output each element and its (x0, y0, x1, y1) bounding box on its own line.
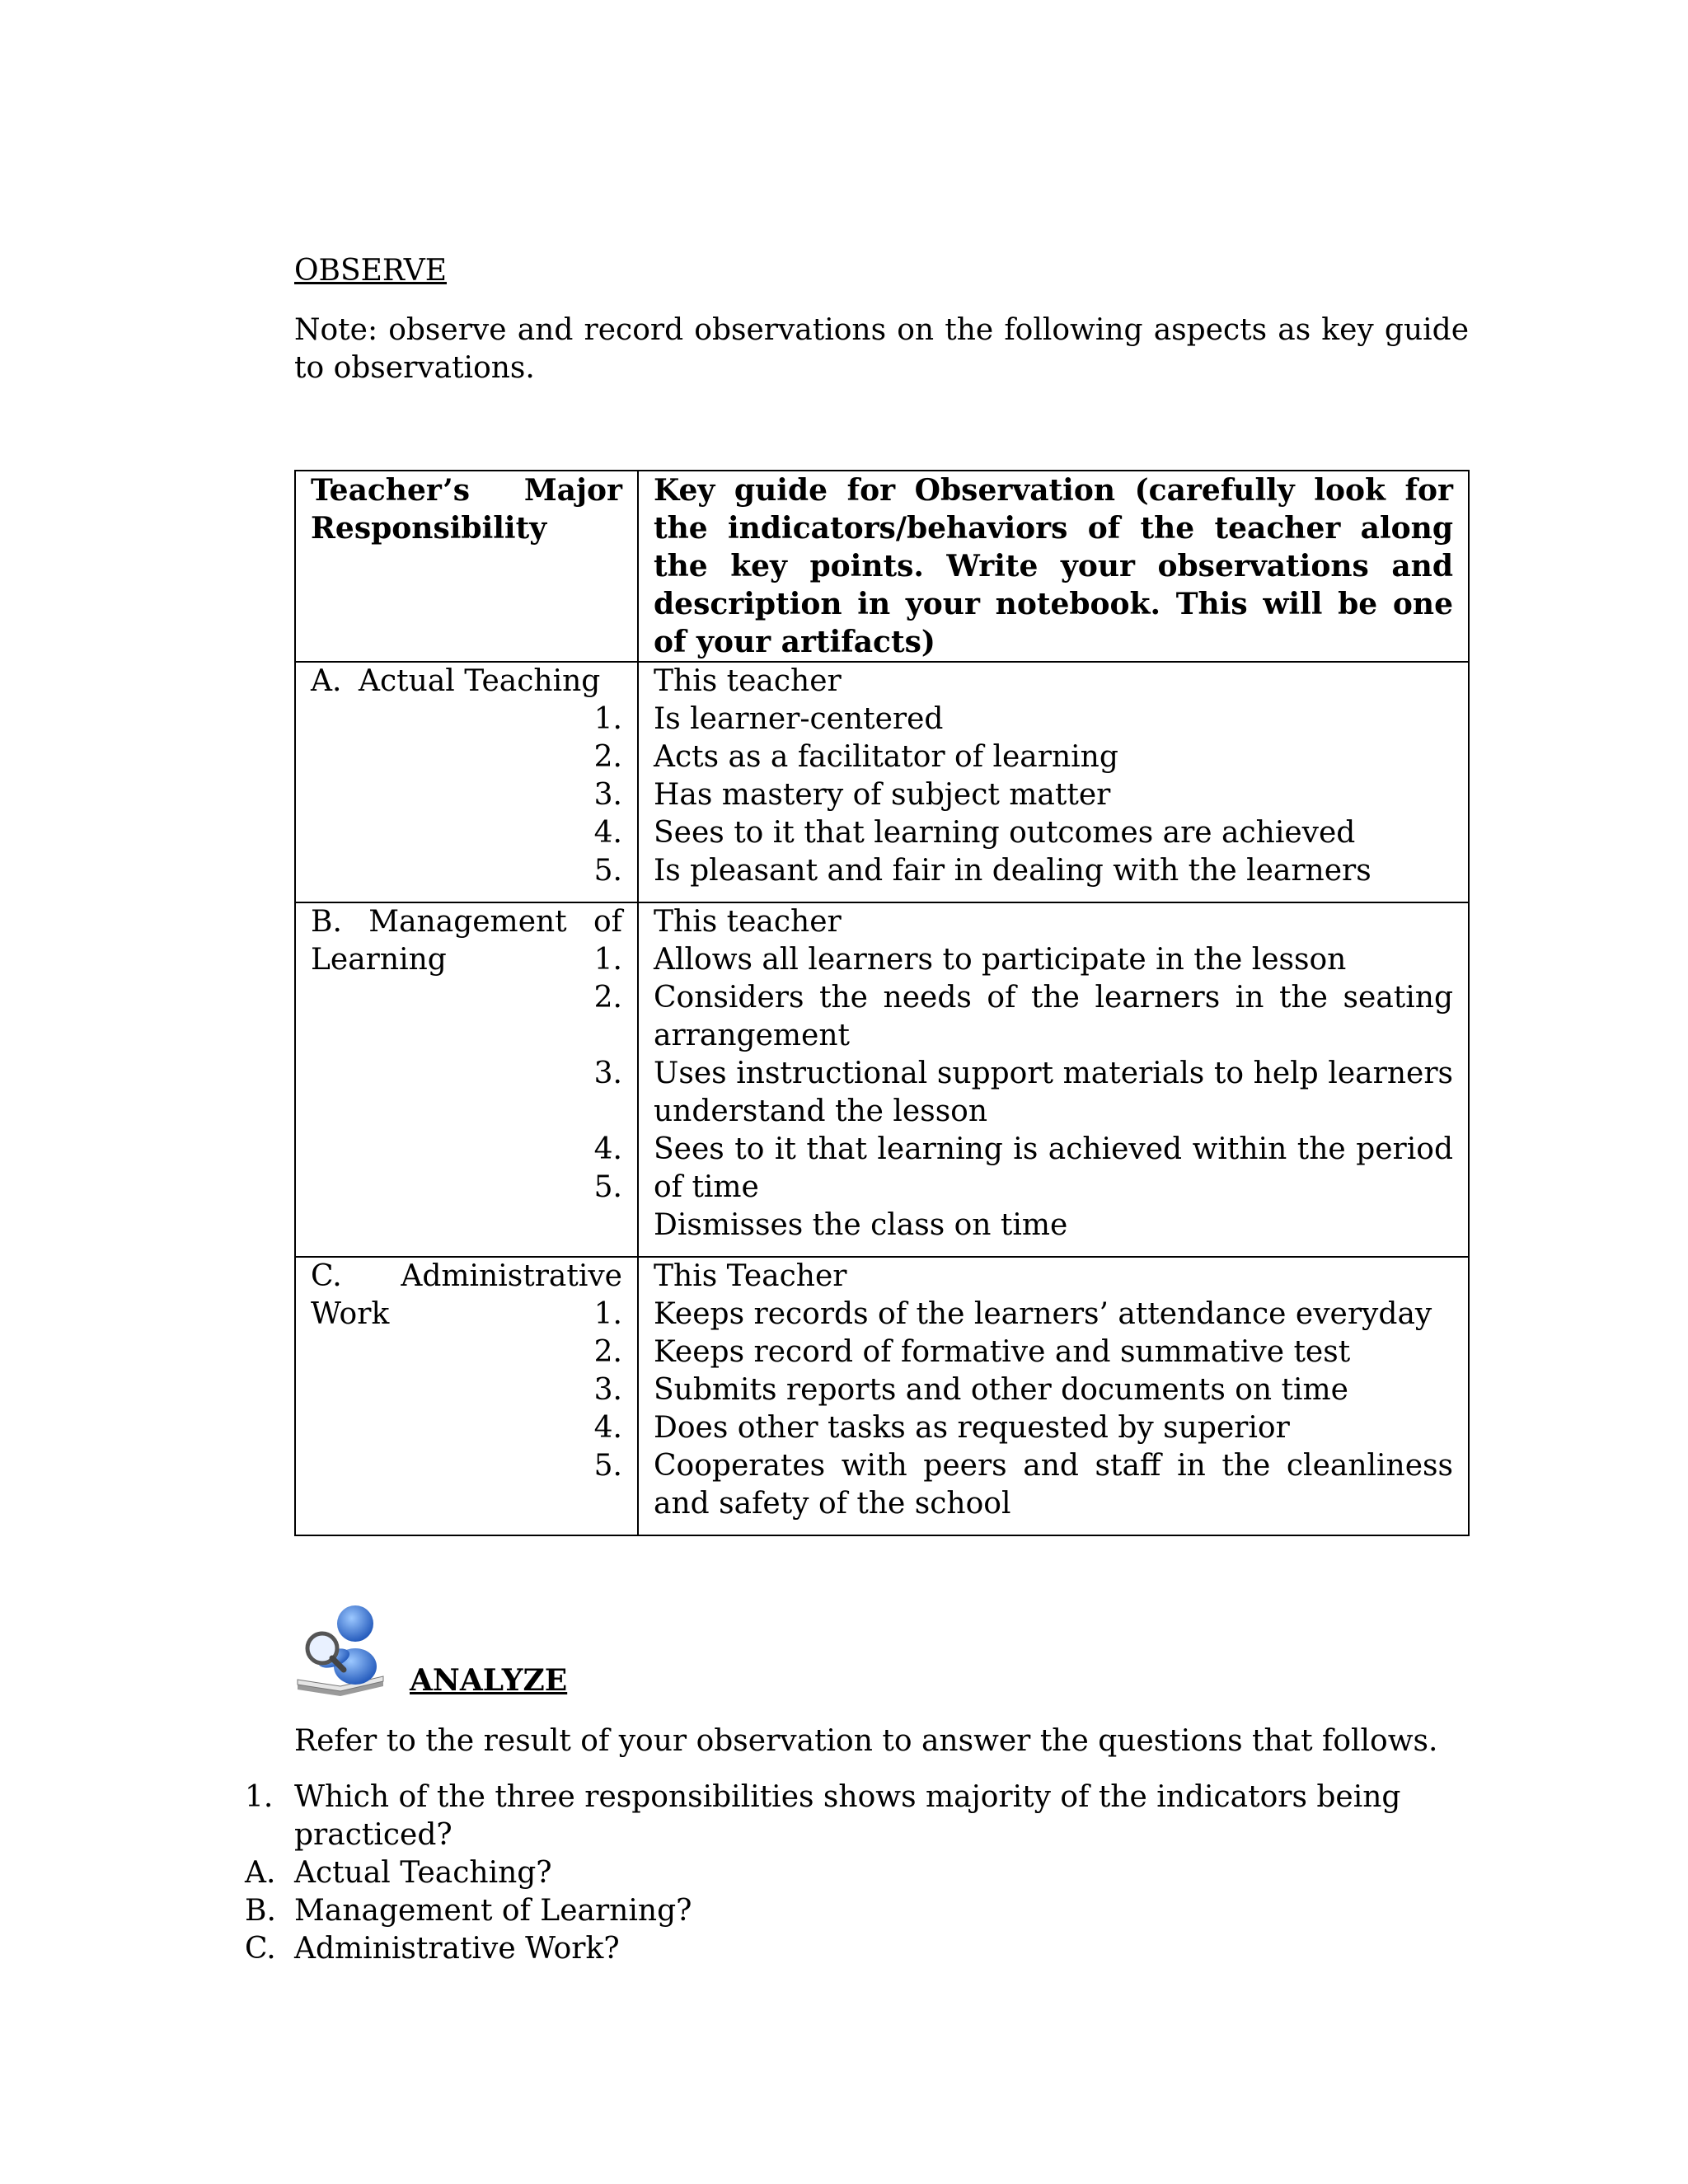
header-left-word-1: Teacher’s (311, 473, 470, 508)
list-item: Submits reports and other documents on time (654, 1373, 1348, 1407)
table-header-row (295, 471, 1469, 662)
section-c-intro: This Teacher (654, 1259, 847, 1293)
section-a-label-cell (295, 662, 638, 902)
header-responsibility-cell (295, 471, 638, 662)
section-c-num-5: 5. (593, 1449, 622, 1483)
section-a-num-4: 4. (593, 816, 622, 850)
list-item: Uses instructional support materials to help learners understand the lesson (654, 1057, 1453, 1128)
question-marker: C. (245, 1932, 276, 1966)
observe-heading: OBSERVE (294, 254, 448, 288)
analyze-instruction: Refer to the result of your observation to answer the questions that follows. (294, 1724, 1438, 1758)
observe-note: Note: observe and record observations on the following aspects as key guide to observations. (294, 313, 1469, 385)
section-b-content-cell (638, 902, 1469, 1257)
section-a-title: Actual Teaching (359, 664, 601, 698)
section-a-num-3: 3. (593, 778, 622, 812)
section-b-title-c: Learning (311, 943, 447, 977)
section-c-title-c: Work (311, 1297, 390, 1331)
list-item (245, 1930, 1469, 1968)
section-b-num-1: 1. (593, 943, 622, 977)
section-b-title-b: of (593, 905, 622, 939)
section-c-num-3: 3. (593, 1373, 622, 1407)
list-item (245, 1854, 1469, 1892)
list-item (245, 1779, 1469, 1854)
section-b-num-4: 4. (593, 1132, 622, 1166)
spacer (311, 1093, 622, 1131)
list-item: Allows all learners to participate in the lesson (654, 943, 1347, 977)
section-a-num-1: 1. (593, 702, 622, 736)
list-item: Does other tasks as requested by superior (654, 1411, 1290, 1445)
section-a-num-2: 2. (593, 740, 622, 774)
question-text: Management of Learning? (294, 1894, 692, 1928)
list-item: Is pleasant and fair in dealing with the learners (654, 854, 1372, 888)
observation-table (294, 470, 1470, 1536)
section-b-intro: This teacher (654, 905, 842, 939)
section-b-num-2: 2. (593, 981, 622, 1015)
section-c-title-a: Administrative (401, 1259, 622, 1293)
list-item: Has mastery of subject matter (654, 778, 1111, 812)
list-item (245, 1892, 1469, 1930)
section-b-num-5: 5. (593, 1170, 622, 1204)
question-marker: B. (245, 1894, 276, 1928)
section-b-num-3: 3. (593, 1057, 622, 1090)
analyze-heading: ANALYZE (410, 1663, 568, 1698)
section-b-label-cell (295, 902, 638, 1257)
section-b-title-a: Management (368, 905, 567, 939)
document-page (245, 252, 1469, 1968)
section-c-letter: C. (311, 1259, 342, 1293)
header-left-word-3: Responsibility (311, 511, 547, 546)
list-item: Is learner-centered (654, 702, 944, 736)
magnifier-reader-icon (294, 1601, 387, 1698)
table-row (295, 1257, 1469, 1535)
question-list (245, 1779, 1469, 1968)
question-marker: 1. (245, 1780, 274, 1814)
spacer (311, 1017, 622, 1055)
list-item: Considers the needs of the learners in the seating arrangement (654, 981, 1453, 1052)
section-a-num-5: 5. (593, 854, 622, 888)
section-c-num-2: 2. (593, 1335, 622, 1369)
list-item: Dismisses the class on time (654, 1208, 1068, 1242)
list-item: Keeps record of formative and summative test (654, 1335, 1351, 1369)
question-text: Actual Teaching? (294, 1856, 552, 1890)
list-item: Sees to it that learning outcomes are achieved (654, 816, 1356, 850)
question-text: Administrative Work? (294, 1932, 620, 1966)
section-a-intro: This teacher (654, 664, 842, 698)
question-text: Which of the three responsibilities shows majority of the indicators being practiced? (294, 1780, 1401, 1852)
header-key-guide-text: Key guide for Observation (carefully look for the indicators/behaviors of the teacher along the key points. Write your observations and description in your notebook. This will be one of your artifacts) (654, 473, 1453, 659)
section-c-num-1: 1. (593, 1297, 622, 1331)
section-c-num-4: 4. (593, 1411, 622, 1445)
section-c-label-cell (295, 1257, 638, 1535)
list-item: Keeps records of the learners’ attendance everyday (654, 1297, 1432, 1331)
header-key-guide-cell (638, 471, 1469, 662)
section-b-letter: B. (311, 905, 342, 939)
section-a-letter: A. (311, 664, 342, 698)
list-item: Sees to it that learning is achieved within the period of time (654, 1132, 1453, 1204)
list-item: Cooperates with peers and staff in the cleanliness and safety of the school (654, 1449, 1453, 1521)
section-c-content-cell (638, 1257, 1469, 1535)
list-item: Acts as a facilitator of learning (654, 740, 1118, 774)
question-marker: A. (245, 1856, 276, 1890)
header-left-word-2: Major (523, 473, 622, 508)
table-row (295, 662, 1469, 902)
table-row (295, 902, 1469, 1257)
section-a-content-cell (638, 662, 1469, 902)
analyze-header (294, 1601, 1469, 1699)
